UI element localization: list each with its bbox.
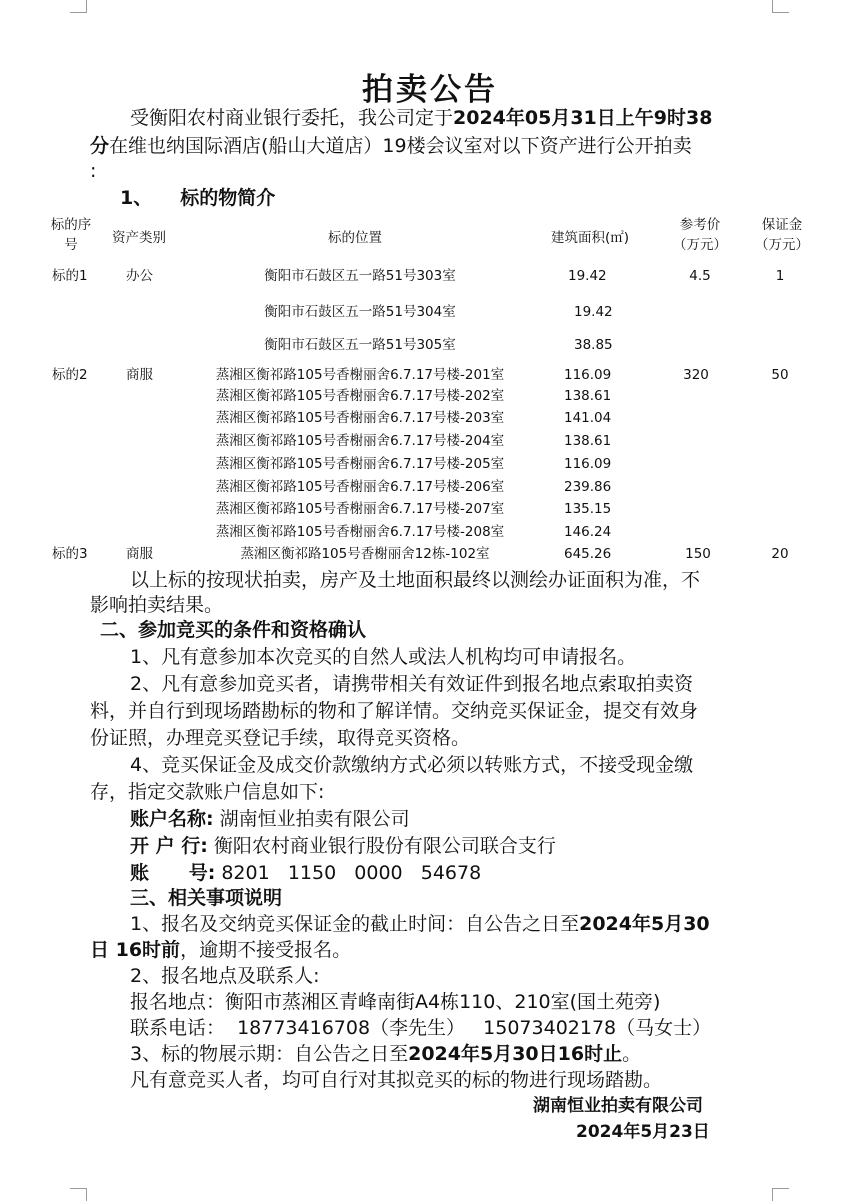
account-number-value: 8201 1150 0000 54678 (221, 862, 482, 884)
section-2-item-2-line-1: 2、凡有意参加竞买者，请携带相关有效证件到报名地点索取拍卖资 (130, 673, 694, 695)
section-1-title: 标的物简介 (180, 187, 276, 209)
header-deposit (744, 215, 820, 255)
cell-area: 38.85 (574, 337, 613, 353)
cell-area: 19.42 (568, 268, 607, 284)
cell-location: 蒸湘区衡祁路105号香榭丽舍6.7.17号楼-207室 (215, 501, 505, 517)
cell-price: 150 (685, 546, 711, 562)
crop-mark-bottom-left (86, 1188, 87, 1201)
crop-mark-bottom-right (772, 1188, 789, 1189)
cell-area: 138.61 (564, 388, 612, 404)
header-price-line1: 参考价 (679, 217, 721, 233)
cell-location: 蒸湘区衡祁路105号香榭丽舍12栋-102室 (240, 546, 490, 562)
display-period-text: 3、标的物展示期：自公告之日至 (130, 1043, 409, 1065)
section-2-item-4-line-2: 存，指定交款账户信息如下: (90, 781, 325, 803)
cell-area: 116.09 (564, 456, 612, 472)
cell-location: 蒸湘区衡祁路105号香榭丽舍6.7.17号楼-201室 (215, 367, 505, 383)
account-bank-value: 衡阳农村商业银行股份有限公司联合支行 (213, 835, 556, 857)
intro-line-1 (130, 104, 712, 132)
cell-location: 蒸湘区衡祁路105号香榭丽舍6.7.17号楼-203室 (215, 410, 505, 426)
cell-area: 138.61 (564, 433, 612, 449)
header-deposit-line2: （万元） (755, 237, 809, 253)
header-price (662, 215, 738, 255)
cell-area: 135.15 (564, 501, 612, 517)
crop-mark-bottom-right (772, 1188, 773, 1201)
cell-seq: 标的1 (52, 268, 88, 284)
cell-location: 蒸湘区衡祁路105号香榭丽舍6.7.17号楼-208室 (215, 524, 505, 540)
section-2-item-2-line-3: 份证照，办理竞买登记手续，取得竞买资格。 (90, 727, 471, 749)
section-2-item-2-line-2: 料，并自行到现场踏勘标的物和了解详情。交纳竞买保证金，提交有效身 (90, 700, 699, 722)
cell-type: 商服 (126, 546, 153, 562)
section-2-heading: 二、参加竞买的条件和资格确认 (100, 619, 367, 641)
section-1-heading (120, 184, 275, 212)
registration-address: 报名地点：衡阳市蒸湘区青峰南街A4栋110、210室(国土苑旁) (130, 991, 661, 1013)
cell-location: 衡阳市石鼓区五一路51号303室 (264, 268, 456, 284)
section-3-heading: 三、相关事项说明 (130, 887, 283, 909)
crop-mark-top-left (86, 0, 87, 12)
header-seq-line2: 号 (64, 237, 78, 253)
intro-line-2 (90, 132, 692, 160)
cell-deposit: 50 (771, 367, 789, 383)
cell-seq: 标的2 (52, 367, 88, 383)
contact-phone: 联系电话： 18773416708（李先生） 15073402178（马女士） (130, 1017, 712, 1039)
cell-location: 蒸湘区衡祁路105号香榭丽舍6.7.17号楼-205室 (215, 456, 505, 472)
signature-company: 湖南恒业拍卖有限公司 (533, 1096, 703, 1116)
section-3-item-1-line-2 (90, 936, 351, 964)
deadline-time: 日 16时前 (90, 939, 181, 961)
note-line-1: 以上标的按现状拍卖，房产及土地面积最终以测绘办证面积为准，不 (130, 569, 701, 591)
account-name-value: 湖南恒业拍卖有限公司 (219, 808, 410, 830)
header-seq (42, 215, 100, 255)
auction-venue: 在维也纳国际酒店(船山大道店）19楼会议室对以下资产进行公开拍卖 (109, 135, 692, 157)
cell-location: 衡阳市石鼓区五一路51号304室 (264, 304, 456, 320)
crop-mark-top-left (70, 12, 87, 13)
crop-mark-top-right (772, 12, 789, 13)
auction-datetime-end: 分 (90, 135, 110, 157)
cell-area: 116.09 (564, 367, 612, 383)
cell-location: 蒸湘区衡祁路105号香榭丽舍6.7.17号楼-202室 (215, 388, 505, 404)
section-2-item-4-line-1: 4、竞买保证金及成交价款缴纳方式必须以转账方式，不接受现金缴 (130, 754, 694, 776)
cell-type: 办公 (126, 268, 153, 284)
cell-area: 146.24 (564, 524, 612, 540)
section-3-item-1-line-1 (130, 910, 710, 938)
crop-mark-top-right (772, 0, 773, 12)
cell-area: 645.26 (564, 546, 612, 562)
cell-price: 320 (683, 367, 709, 383)
cell-area: 141.04 (564, 410, 612, 426)
deadline-date: 2024年5月30 (579, 913, 710, 935)
header-seq-line1: 标的序 (50, 217, 92, 233)
deadline-note: ，逾期不接受报名。 (180, 939, 352, 961)
account-name-label: 账户名称: (130, 808, 214, 830)
section-1-number: 1、 (120, 187, 153, 209)
account-number-label: 账 号: (130, 862, 216, 884)
deadline-text: 1、报名及交纳竞买保证金的截止时间：自公告之日至 (130, 913, 580, 935)
page-title: 拍卖公告 (362, 72, 498, 108)
cell-area: 19.42 (574, 304, 613, 320)
header-type: 资产类别 (112, 230, 166, 246)
header-location: 标的位置 (328, 230, 382, 246)
closing-note: 凡有意竞买人者，均可自行对其拟竞买的标的物进行现场踏勘。 (130, 1069, 663, 1091)
cell-location: 蒸湘区衡祁路105号香榭丽舍6.7.17号楼-206室 (215, 479, 505, 495)
cell-area: 239.86 (564, 479, 612, 495)
section-2-item-1: 1、凡有意参加本次竞买的自然人或法人机构均可申请报名。 (130, 646, 637, 668)
account-bank-label: 开 户 行: (130, 835, 208, 857)
display-period-end: 。 (622, 1043, 642, 1065)
display-period-date: 2024年5月30日16时止 (408, 1043, 623, 1065)
account-name-row (130, 805, 410, 833)
cell-type: 商服 (126, 367, 153, 383)
section-3-item-3 (130, 1040, 641, 1068)
account-bank-row (130, 832, 556, 860)
intro-text: 受衡阳农村商业银行委托，我公司定于 (130, 107, 454, 129)
section-3-item-2: 2、报名地点及联系人: (130, 965, 320, 987)
signature-date: 2024年5月23日 (576, 1122, 710, 1142)
auction-datetime: 2024年05月31日上午9时38 (453, 107, 713, 129)
cell-location: 蒸湘区衡祁路105号香榭丽舍6.7.17号楼-204室 (215, 433, 505, 449)
cell-seq: 标的3 (52, 546, 88, 562)
header-price-line2: （万元） (673, 237, 727, 253)
cell-deposit: 1 (775, 268, 785, 284)
cell-location: 衡阳市石鼓区五一路51号305室 (264, 337, 456, 353)
intro-line-3: : (90, 160, 97, 182)
cell-price: 4.5 (689, 268, 711, 284)
header-area: 建筑面积(㎡) (550, 230, 630, 246)
account-number-row (130, 859, 481, 887)
note-line-2: 影响拍卖结果。 (90, 594, 224, 616)
cell-deposit: 20 (771, 546, 789, 562)
header-deposit-line1: 保证金 (761, 217, 803, 233)
crop-mark-bottom-left (70, 1188, 87, 1189)
